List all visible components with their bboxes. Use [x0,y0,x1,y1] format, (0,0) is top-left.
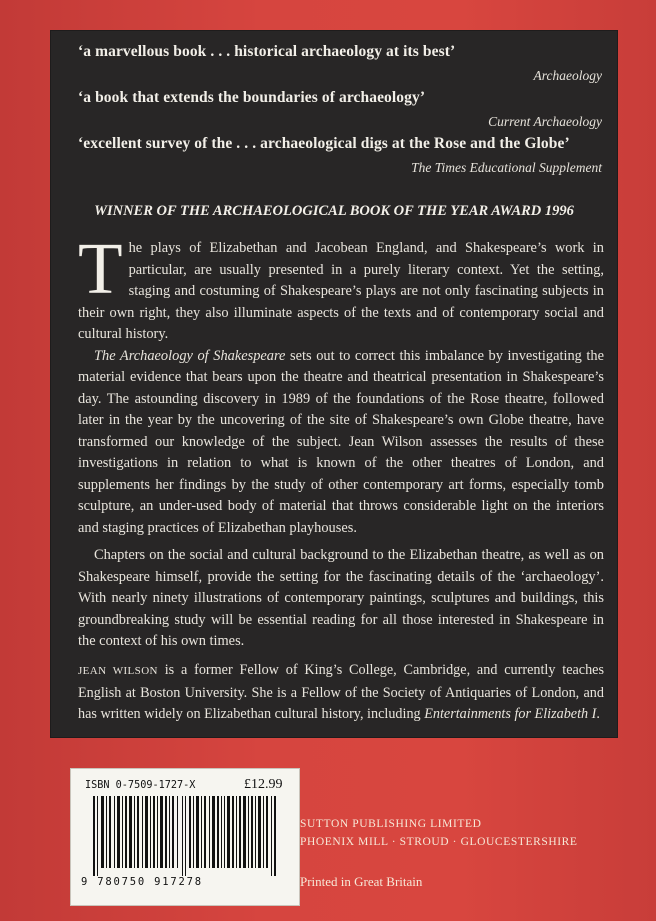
publisher-address: PHOENIX MILL · STROUD · GLOUCESTERSHIRE [300,836,578,848]
review-source: The Times Educational Supplement [411,160,602,175]
author-paragraph [78,660,604,726]
award-line: WINNER OF THE ARCHAEOLOGICAL BOOK OF THE YEAR AWARD 1996 [94,203,574,219]
printed-in: Printed in Great Britain [300,874,423,889]
author-book-title: Entertainments for Elizabeth I [424,706,597,722]
blurb-text: sets out to correct this imbalance by investigating the material evidence that bears upon the theatre and theatrical presentation in Shakespeare’s day. The astounding discovery in 1989 of the foundations of the Rose theatre, followed later in the year by the uncovering of the site of Shakespeare’s own Globe theatre, have transformed our knowledge of the subject. Jean Wilson assesses the results of these investigations in relation to what is known of the other theatres of London, and supplements her findings by the study of other contemporary art forms, especially tomb sculpture, an under-used body of material that throws considerable light on the interiors and staging practices of Elizabethan playhouses. [78,347,604,536]
blurb-text: Chapters on the social and cultural background to the Elizabethan theatre, as well as on Shakespeare himself, provide the setting for the fascinating details of the ‘archaeology’. With nearly ninety illustrations of contemporary paintings, sculptures and buildings, this groundbreaking study will be essential reading for all those interested in Shakespeare in the context of his own times. [78,547,604,649]
author-name: JEAN WILSON [78,665,158,677]
blurb-text: he plays of Elizabethan and Jacobean England, and Shakespeare’s work in particular, are usually presented in a purely literary context. Yet the setting, staging and costuming of Shakespeare’s plays are not only fascinating subjects in their own right, they also illuminate aspects of the texts and of contemporary social and cultural history. [78,240,604,342]
blurb-paragraph [78,228,604,346]
barcode-label [70,768,300,906]
blurb-paragraph [78,545,604,653]
publisher-name: SUTTON PUBLISHING LIMITED [300,818,482,830]
barcode-digits: 9 780750 917278 [81,876,203,888]
isbn-text: ISBN 0-7509-1727-X [85,780,196,791]
author-bio-text: is a former Fellow of King’s College, Cambridge, and currently teaches English at Boston University. She is a Fellow of the Society of Antiquaries of London, and has written widely on Elizabethan cultural history, including [78,662,604,722]
drop-cap: T [78,228,123,309]
blurb-paragraph [78,346,604,540]
author-bio [78,660,604,726]
price-text: £12.99 [244,777,283,792]
review-source: Archaeology [533,68,602,83]
review-source: Current Archaeology [488,114,602,129]
book-title: The Archaeology of Shakespeare [94,347,286,364]
author-bio-end: . [596,706,600,722]
text-panel [50,30,618,738]
review-quote: ‘excellent survey of the . . . archaeological digs at the Rose and the Globe’ [78,135,570,152]
barcode-bars [93,796,283,876]
blurb [78,228,604,653]
review-quote: ‘a book that extends the boundaries of archaeology’ [78,89,426,106]
review-quote: ‘a marvellous book . . . historical archaeology at its best’ [78,43,456,60]
